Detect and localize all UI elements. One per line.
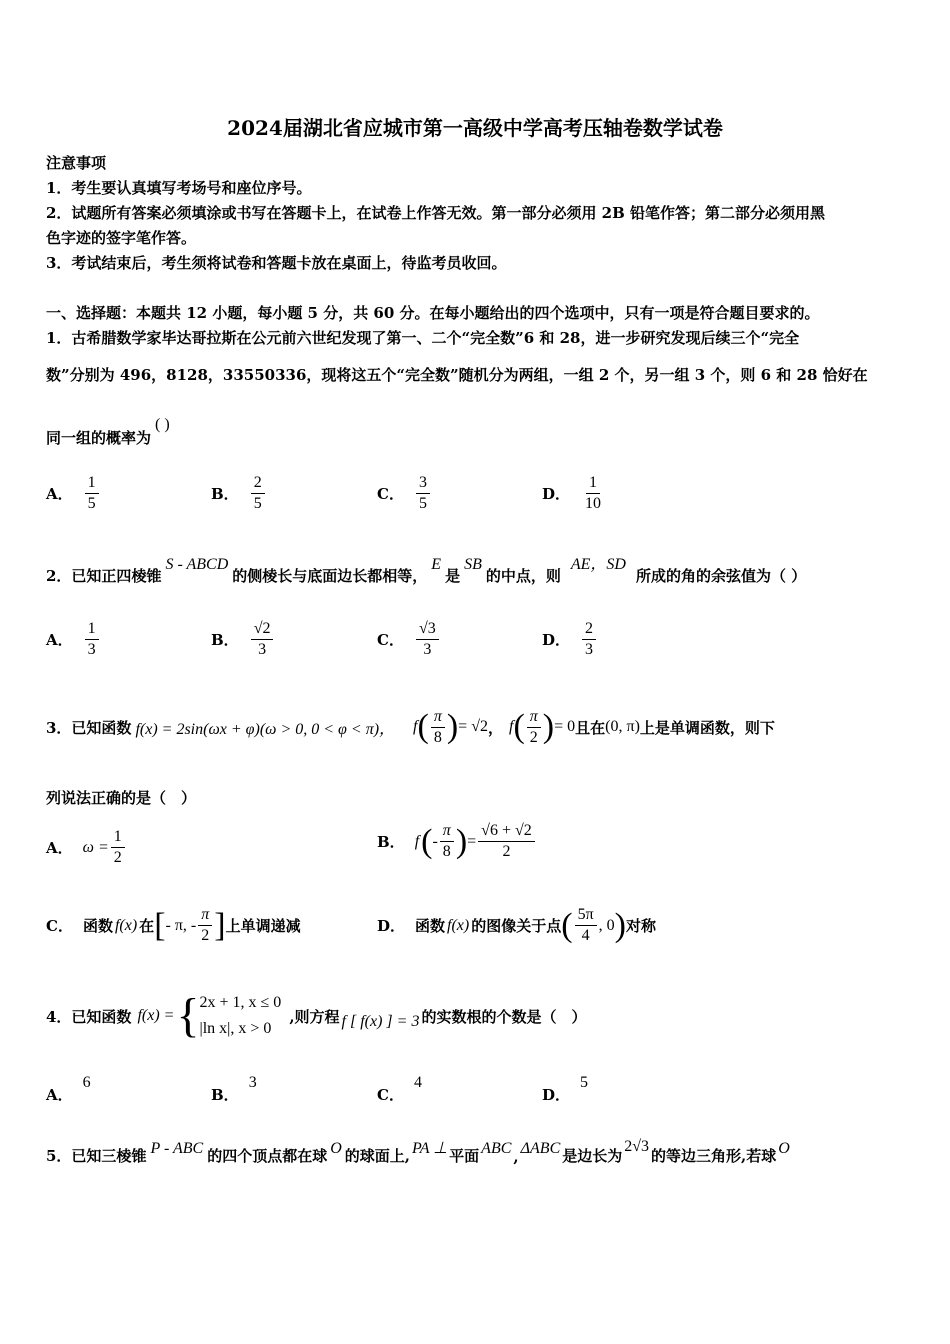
notice-heading: 注意事项 xyxy=(46,154,107,172)
page-title: 2024届湖北省应城市第一高级中学高考压轴卷数学试卷 xyxy=(227,116,723,140)
q3-option-b[interactable]: B． f ( - $\frac{\pi}{8}$ ) = $\frac{√6 + √2}{2}$ xyxy=(377,822,537,861)
q3-option-a-fraction: $\frac{1}{2}$ xyxy=(111,828,125,867)
notice-item-1: 1．考生要认真填写考场号和座位序号。 xyxy=(46,179,312,197)
q4-math-equation: f [ f(x) ] = 3 xyxy=(341,1013,420,1030)
q2-stem: 2．已知正四棱锥 S - ABCD 的侧棱长与底面边长都相等， E 是 SB 的中点，则 AE，SD 所成的角的余弦值为（ ） xyxy=(46,556,806,586)
q1-line-1: 1．古希腊数学家毕达哥拉斯在公元前六世纪发现了第一、二个“完全数”6 和 28，进一步研究发现后续三个“完全 xyxy=(46,329,800,347)
q1-option-d-fraction: $\frac{1}{10}$ xyxy=(585,474,602,512)
notice-item-2: 2．试题所有答案必须填涂或书写在答题卡上，在试卷上作答无效。第一部分必须用 2B 铅笔作答；第二部分必须用黑 xyxy=(46,204,826,222)
q3-math-function: f(x) = 2sin(ωx + φ)(ω > 0, 0 < φ < π)， xyxy=(135,720,396,738)
q3-math-pi-over-8: $\frac{\pi}{8}$ xyxy=(431,708,445,747)
q1-option-c[interactable]: C． $\frac{3}{5}$ xyxy=(377,474,432,513)
q2-option-a-fraction: $\frac{1}{3}$ xyxy=(85,620,99,659)
notice-item-2-cont: 色字迹的签字笔作答。 xyxy=(46,229,197,247)
q2-option-c-fraction: $\frac{√3}{3}$ xyxy=(416,620,439,659)
q4-option-a[interactable]: A． 6 xyxy=(46,1073,91,1104)
q3-option-d[interactable]: D． 函数 f(x) 的图像关于点 ( $\frac{5\pi}{4}$ , 0 ) 对称 xyxy=(377,906,656,944)
q2-math-pyramid: S - ABCD xyxy=(165,556,229,573)
q4-piecewise: 2x + 1, x ≤ 0 |ln x|, x > 0 xyxy=(199,994,282,1037)
q3-line-2: 列说法正确的是（ ） xyxy=(46,789,197,807)
q1-answer-paren: ( ) xyxy=(155,416,170,433)
q3-option-a[interactable]: A． ω = $\frac{1}{2}$ xyxy=(46,828,127,867)
q1-option-b[interactable]: B． $\frac{2}{5}$ xyxy=(211,474,267,513)
q1-line-2: 数”分别为 496，8128，33550336，现将这五个“完全数”随机分为两组，一组 2 个，另一组 3 个，则 6 和 28 恰好在 xyxy=(46,366,868,384)
q4-option-b[interactable]: B． 3 xyxy=(211,1073,257,1104)
q3-math-eq-sqrt2: = √2 xyxy=(458,718,488,735)
q2-math-e: E xyxy=(431,556,442,573)
q1-option-a[interactable]: A． $\frac{1}{5}$ xyxy=(46,474,101,513)
q1-option-a-fraction: $\frac{1}{5}$ xyxy=(85,474,99,513)
q3-option-b-inner-fraction: $\frac{\pi}{8}$ xyxy=(440,822,454,861)
q3-option-c-interval: - π, - xyxy=(165,916,197,934)
q3-option-d-point-fraction: $\frac{5\pi}{4}$ xyxy=(575,906,597,945)
section-heading: 一、选择题：本题共 12 小题，每小题 5 分，共 60 分。在每小题给出的四个选项中，只有一项是符合题目要求的。 xyxy=(46,304,820,322)
q1-option-b-fraction: $\frac{2}{5}$ xyxy=(251,474,265,513)
q5-stem: 5．已知三棱锥 P - ABC 的四个顶点都在球 O 的球面上, PA ⊥ 平面 ABC , ΔABC 是边长为 2√3 的等边三角形,若球 O xyxy=(46,1138,790,1166)
q3-math-pi-over-2: $\frac{\pi}{2}$ xyxy=(527,708,541,747)
q2-option-d[interactable]: D． $\frac{2}{3}$ xyxy=(542,620,598,659)
q1-stem-end: 同一组的概率为 xyxy=(46,429,152,447)
q2-math-sb: SB xyxy=(464,556,482,573)
q4-option-c[interactable]: C． 4 xyxy=(377,1073,422,1104)
q2-option-b-fraction: $\frac{√2}{3}$ xyxy=(251,620,274,659)
q3-math-eq-zero: = 0 xyxy=(554,718,576,735)
q2-option-a[interactable]: A． $\frac{1}{3}$ xyxy=(46,620,101,659)
q1-line-3 xyxy=(46,416,170,448)
q3-math-interval: (0, π) xyxy=(605,718,640,735)
q3-stem: 3．已知函数 f(x) = 2sin(ωx + φ)(ω > 0, 0 < φ < π)， f ( $\frac{\pi}{8}$ ) = √2 ， f ( $\frac{\pi}{2}$ ) = 0 且在 (0, π) 上是单调函数，则下 xyxy=(46,707,775,746)
q2-option-d-fraction: $\frac{2}{3}$ xyxy=(582,620,596,659)
q3-option-b-value-fraction: $\frac{√6 + √2}{2}$ xyxy=(478,822,535,861)
q2-option-c[interactable]: C． $\frac{√3}{3}$ xyxy=(377,620,441,659)
q3-option-c[interactable]: C． 函数 f(x) 在 [ - π, - $\frac{\pi}{2}$ ] 上单调递减 xyxy=(46,906,301,944)
q1-option-c-fraction: $\frac{3}{5}$ xyxy=(416,474,430,513)
q2-math-ae-sd: AE，SD xyxy=(570,556,626,573)
q1-option-d[interactable]: D． $\frac{1}{10}$ xyxy=(542,474,606,513)
q4-option-d[interactable]: D． 5 xyxy=(542,1073,589,1104)
notice-item-3: 3．考试结束后，考生须将试卷和答题卡放在桌面上，待监考员收回。 xyxy=(46,254,507,272)
q4-stem: 4．已知函数 f(x) = { 2x + 1, x ≤ 0 |ln x|, x > 0 ,则方程 f [ f(x) ] = 3 的实数根的个数是（ ） xyxy=(46,989,587,1042)
q2-option-b[interactable]: B． $\frac{√2}{3}$ xyxy=(211,620,275,659)
